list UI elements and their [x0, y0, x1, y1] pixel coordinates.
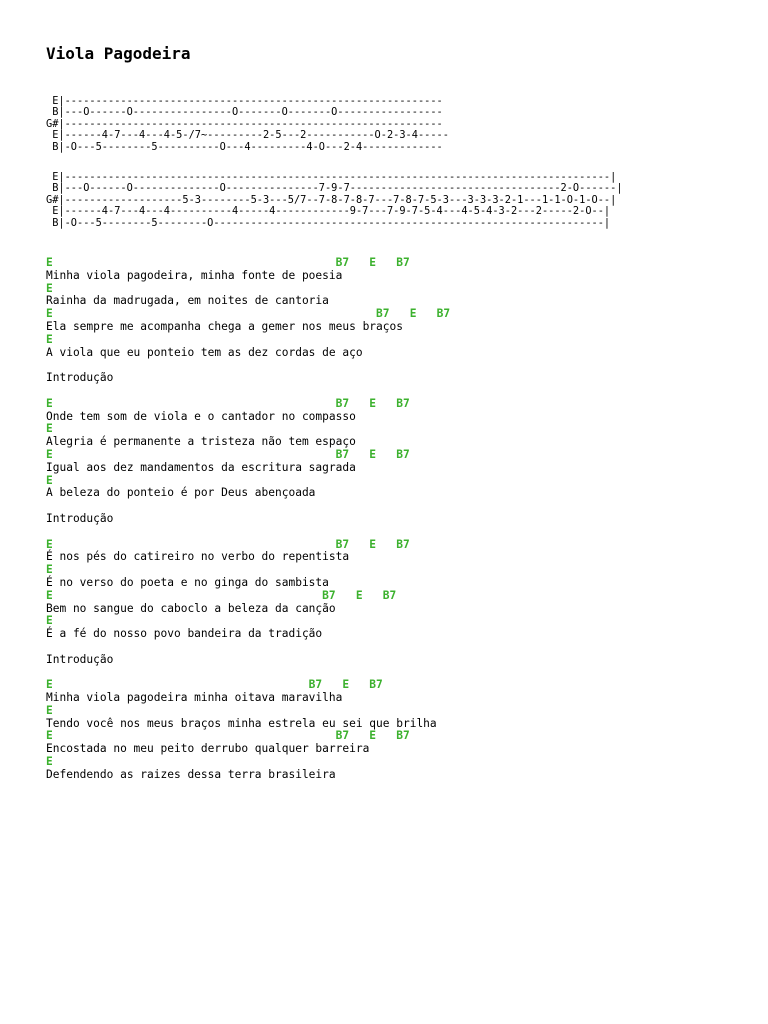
lyric-line: Alegria é permanente a tristeza não tem espaço: [46, 435, 356, 449]
lyric-line: Encostada no meu peito derrubo qualquer barreira: [46, 742, 370, 756]
lyric-line: A beleza do ponteio é por Deus abençoada: [46, 486, 316, 500]
chord-line: E B7 E B7: [46, 729, 410, 743]
lyric-line: Igual aos dez mandamentos da escritura sagrada: [46, 460, 356, 474]
lyric-line: Tendo você nos meus braços minha estrela eu sei que brilha: [46, 716, 437, 730]
chord-line: E B7 E B7: [46, 537, 410, 551]
blank-line: [46, 526, 450, 539]
chord-line: E: [46, 281, 53, 295]
chord-line: E: [46, 332, 53, 346]
chord-line: E B7 E B7: [46, 256, 410, 269]
chord-line: E B7 E B7: [46, 447, 410, 461]
lyric-line: Bem no sangue do caboclo a beleza da canção: [46, 601, 336, 615]
tablature-intro-1: [46, 96, 449, 153]
lyric-line: Minha viola pagodeira minha oitava maravilha: [46, 691, 343, 705]
song-title: Viola Pagodeira: [46, 44, 191, 63]
lyric-line: Minha viola pagodeira, minha fonte de poesia: [46, 268, 343, 282]
tab-line: B|---O------O----------------O-------O-------O-----------------: [46, 106, 443, 119]
blank-line: [46, 385, 450, 398]
lyric-line: Introdução: [46, 652, 114, 666]
lyric-line: Rainha da madrugada, em noites de cantoria: [46, 294, 329, 308]
chord-line: E B7 E B7: [46, 588, 397, 602]
tab-line: E|-------------------------------------------------------------: [46, 95, 443, 107]
tab-line: E|----------------------------------------------------------------------------------------|: [46, 171, 617, 183]
chord-line: E: [46, 614, 53, 628]
lyric-line: Onde tem som de viola e o cantador no compasso: [46, 409, 356, 423]
lyric-line: Ela sempre me acompanha chega a gemer nos meus braços: [46, 319, 403, 333]
chord-line: E: [46, 422, 53, 436]
lyric-line: Defendendo as raizes dessa terra brasileira: [46, 767, 336, 781]
tab-line: B|-O---5--------5--------O---------------------------------------------------------------|: [46, 216, 611, 229]
lyric-line: Introdução: [46, 511, 114, 525]
chord-line: E B7 E B7: [46, 307, 451, 321]
blank-line: [46, 641, 450, 654]
chord-line: E B7 E B7: [46, 678, 383, 692]
chord-line: E: [46, 563, 53, 577]
lyric-line: É a fé do nosso povo bandeira da tradição: [46, 627, 323, 641]
tab-line: B|---O------O--------------O---------------7-9-7----------------------------------2-O------|: [46, 182, 623, 195]
lyric-line: É nos pés do catireiro no verbo do repentista: [46, 550, 350, 564]
lyric-line: Introdução: [46, 371, 114, 385]
chord-line: E: [46, 473, 53, 487]
tab-line: E|------4-7---4---4----------4-----4------------9-7---7-9-7-5-4---4-5-4-3-2---2-----2-O--|: [46, 205, 611, 218]
lyrics-with-chords: [46, 257, 450, 782]
lyric-line: A viola que eu ponteio tem as dez cordas de aço: [46, 345, 363, 359]
chord-line: E B7 E B7: [46, 396, 410, 410]
lyric-line: É no verso do poeta e no ginga do sambista: [46, 575, 329, 589]
tab-line: E|------4-7---4---4-5-/7~---------2-5---2-----------O-2-3-4-----: [46, 129, 449, 142]
tab-line: B|-O---5--------5----------O---4---------4-O---2-4-------------: [46, 140, 443, 153]
tab-line: G#|-------------------------------------------------------------: [46, 117, 443, 130]
tablature-intro-2: [46, 172, 623, 229]
chord-line: E: [46, 703, 53, 717]
tab-line: G#|-------------------5-3--------5-3---5/7--7-8-7-8-7---7-8-7-5-3---3-3-3-2-1---1-1-O-1-O--|: [46, 193, 617, 206]
chord-line: E: [46, 755, 53, 769]
